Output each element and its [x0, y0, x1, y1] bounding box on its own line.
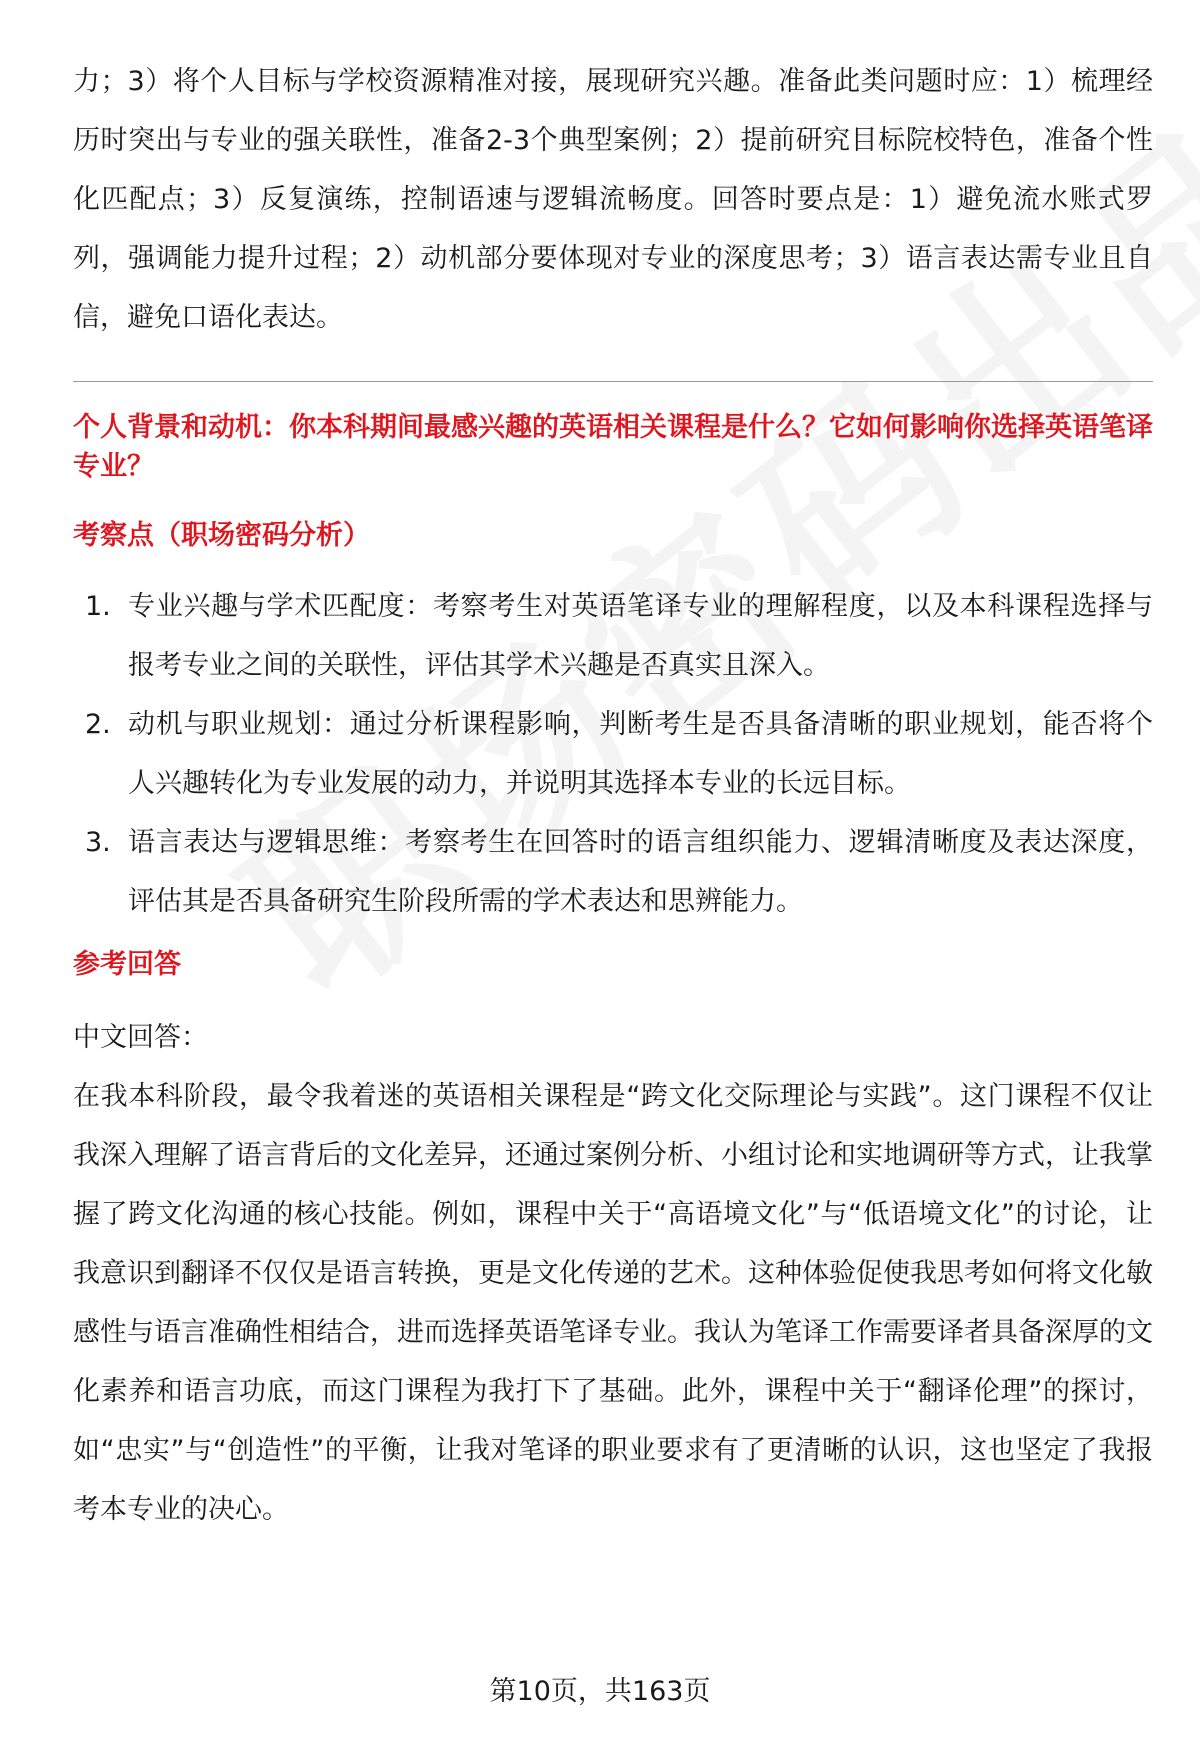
list-item-text: 动机与职业规划：通过分析课程影响，判断考生是否具备清晰的职业规划，能否将个人兴趣转化为专业发展的动力，并说明其选择本专业的长远目标。 — [128, 709, 1153, 799]
chinese-answer-paragraph: 在我本科阶段，最令我着迷的英语相关课程是“跨文化交际理论与实践”。这门课程不仅让我深入理解了语言背后的文化差异，还通过案例分析、小组讨论和实地调研等方式，让我掌握了跨文化沟通的核心技能。例如，课程中关于“高语境文化”与“低语境文化”的讨论，让我意识到翻译不仅仅是语言转换，更是文化传递的艺术。这种体验促使我思考如何将文化敏感性与语言准确性相结合，进而选择英语笔译专业。我认为笔译工作需要译者具备深厚的文化素养和语言功底，而这门课程为我打下了基础。此外，课程中关于“翻译伦理”的探讨，如“忠实”与“创造性”的平衡，让我对笔译的职业要求有了更清晰的认识，这也坚定了我报考本专业的决心。 — [73, 1081, 1153, 1525]
answer-heading: 参考回答 — [73, 949, 181, 980]
document-page — [73, 52, 1153, 1539]
list-number: 1. — [85, 591, 111, 622]
assessment-list — [73, 577, 1153, 931]
assessment-heading: 考察点（职场密码分析） — [73, 520, 370, 551]
question-heading: 个人背景和动机：你本科期间最感兴趣的英语相关课程是什么？它如何影响你选择英语笔译专业？ — [73, 412, 1153, 482]
page-footer: 第10页，共163页 — [489, 1676, 711, 1707]
chinese-answer-label: 中文回答： — [73, 1022, 208, 1053]
list-item — [73, 577, 1153, 695]
list-item — [73, 695, 1153, 813]
list-number: 2. — [85, 709, 111, 740]
list-number: 3. — [85, 827, 111, 858]
intro-paragraph: 力；3）将个人目标与学校资源精准对接，展现研究兴趣。准备此类问题时应：1）梳理经历时突出与专业的强关联性，准备2-3个典型案例；2）提前研究目标院校特色，准备个性化匹配点；3）反复演练，控制语速与逻辑流畅度。回答时要点是：1）避免流水账式罗列，强调能力提升过程；2）动机部分要体现对专业的深度思考；3）语言表达需专业且自信，避免口语化表达。 — [73, 66, 1153, 333]
list-item — [73, 813, 1153, 931]
list-item-text: 专业兴趣与学术匹配度：考察考生对英语笔译专业的理解程度，以及本科课程选择与报考专业之间的关联性，评估其学术兴趣是否真实且深入。 — [128, 591, 1153, 681]
list-item-text: 语言表达与逻辑思维：考察考生在回答时的语言组织能力、逻辑清晰度及表达深度，评估其是否具备研究生阶段所需的学术表达和思辨能力。 — [128, 827, 1153, 917]
section-divider — [73, 381, 1153, 382]
